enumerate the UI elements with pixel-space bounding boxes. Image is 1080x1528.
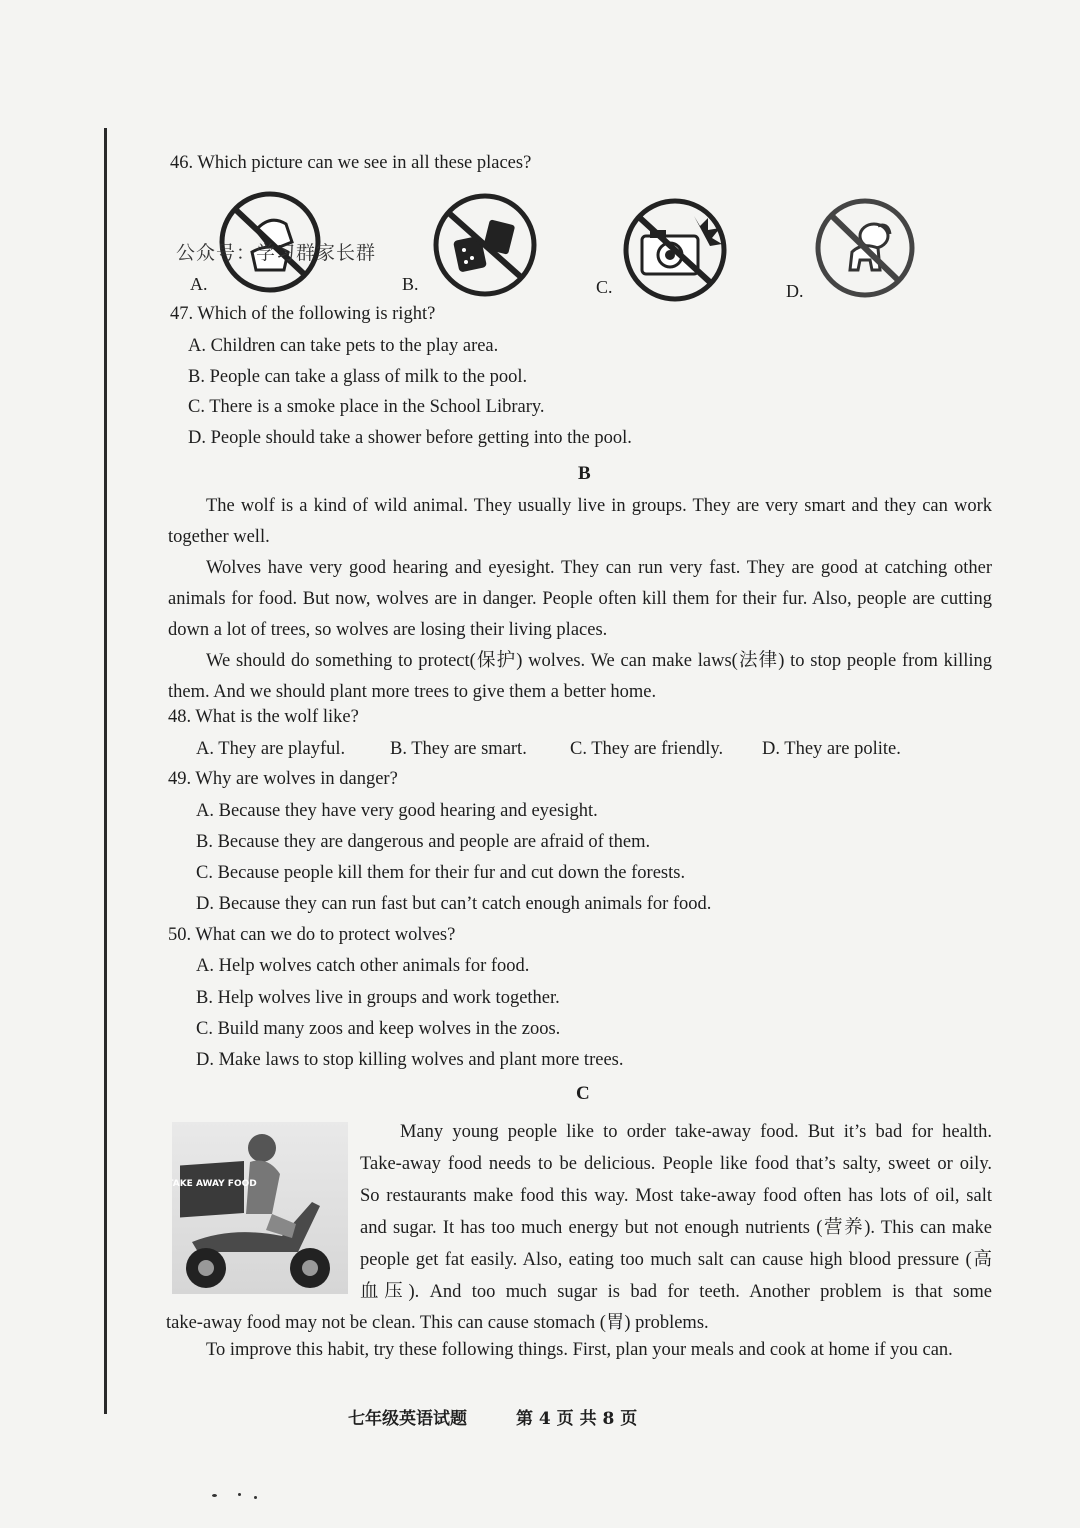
passage-b-paragraph-2: Wolves have very good hearing and eyesight. They can run very fast. They are good at catching other animals for food. But now, wolves are in danger. People often kill them for their fur. Also, people are cutting down a lot of trees, so wolves are losing their living places. [168, 558, 992, 640]
q49-option-b[interactable]: B. Because they are dangerous and people are afraid of them. [196, 832, 651, 852]
footer-exam-title: 七年级英语试题 [348, 1409, 467, 1429]
passage-b-paragraph-1: The wolf is a kind of wild animal. They usually live in groups. They are very smart and they can work together well. [168, 496, 992, 547]
q49-option-a[interactable]: A. Because they have very good hearing and eyesight. [196, 801, 598, 821]
passage-c-line: Take-away food needs to be delicious. People like food that’s salty, sweet or oily. [360, 1154, 992, 1174]
no-pets-icon [812, 196, 918, 300]
passage-c-paragraph-1-block [360, 1116, 992, 1308]
q50-option-b[interactable]: B. Help wolves live in groups and work together. [196, 988, 560, 1008]
q49-option-d[interactable]: D. Because they can run fast but can’t catch enough animals for food. [196, 894, 712, 914]
q47-option-b[interactable]: B. People can take a glass of milk to the pool. [188, 367, 528, 387]
question-49: 49. Why are wolves in danger? [168, 769, 398, 789]
q48-option-a[interactable]: A. They are playful. [196, 739, 346, 759]
option-d-label: D. [786, 281, 804, 301]
binding-line [104, 128, 107, 1414]
q48-option-b[interactable]: B. They are smart. [390, 739, 527, 759]
section-b-heading: B [578, 463, 591, 484]
q49-option-c[interactable]: C. Because people kill them for their fur and cut down the forests. [196, 863, 686, 883]
passage-c-paragraph-2: To improve this habit, try these following things. First, plan your meals and cook at home if you can. [206, 1340, 953, 1360]
passage-c-line: and sugar. It has too much energy but not enough nutrients (营养). This can make [360, 1218, 992, 1238]
q47-option-a[interactable]: A. Children can take pets to the play area. [188, 336, 499, 356]
footer-page-info: 第 4 页 共 8 页 [516, 1409, 638, 1429]
option-d-sign[interactable] [812, 196, 918, 305]
scan-speck [238, 1493, 241, 1496]
watermark: 公众号：学习群家长群 [176, 242, 377, 264]
passage-c-line: 血压). And too much sugar is bad for teeth. Another problem is that some [360, 1282, 992, 1302]
q50-option-c[interactable]: C. Build many zoos and keep wolves in the zoos. [196, 1019, 561, 1039]
question-50: 50. What can we do to protect wolves? [168, 925, 456, 945]
q48-option-d[interactable]: D. They are polite. [762, 739, 901, 759]
passage-c-line: people get fat easily. Also, eating too much salt can cause high blood pressure (高 [360, 1250, 992, 1270]
section-c-heading: C [576, 1083, 590, 1104]
passage-c-line: So restaurants make food this way. Most take-away food often has lots of oil, salt [360, 1186, 992, 1206]
delivery-scooter-illustration [172, 1122, 348, 1299]
scan-speck [212, 1494, 217, 1497]
question-47: 47. Which of the following is right? [170, 304, 436, 324]
question-46: 46. Which picture can we see in all these places? [170, 153, 532, 173]
q50-option-a[interactable]: A. Help wolves catch other animals for food. [196, 956, 530, 976]
q48-option-c[interactable]: C. They are friendly. [570, 739, 724, 759]
delivery-rider-icon [172, 1122, 348, 1294]
q47-option-d[interactable]: D. People should take a shower before getting into the pool. [188, 428, 632, 448]
option-b-sign[interactable] [430, 192, 540, 303]
question-48: 48. What is the wolf like? [168, 707, 359, 727]
q50-option-d[interactable]: D. Make laws to stop killing wolves and plant more trees. [196, 1050, 624, 1070]
passage-c-line: Many young people like to order take-away food. But it’s bad for health. [400, 1122, 992, 1142]
no-snacks-icon [430, 192, 540, 298]
option-a-label: A. [190, 274, 208, 294]
no-flash-camera-icon [620, 196, 730, 304]
option-c-label: C. [596, 277, 613, 297]
option-b-label: B. [402, 274, 419, 294]
scan-speck [254, 1496, 257, 1499]
q47-option-c[interactable]: C. There is a smoke place in the School Library. [188, 397, 545, 417]
passage-b-paragraph-3: We should do something to protect(保护) wolves. We can make laws(法律) to stop people from killing them. And we should plant more trees to give them a better home. [168, 651, 992, 702]
passage-c-line-tail: take-away food may not be clean. This can cause stomach (胃) problems. [166, 1313, 709, 1333]
box-text: TAKE AWAY FOOD [172, 1179, 257, 1189]
option-c-sign[interactable] [620, 196, 730, 309]
